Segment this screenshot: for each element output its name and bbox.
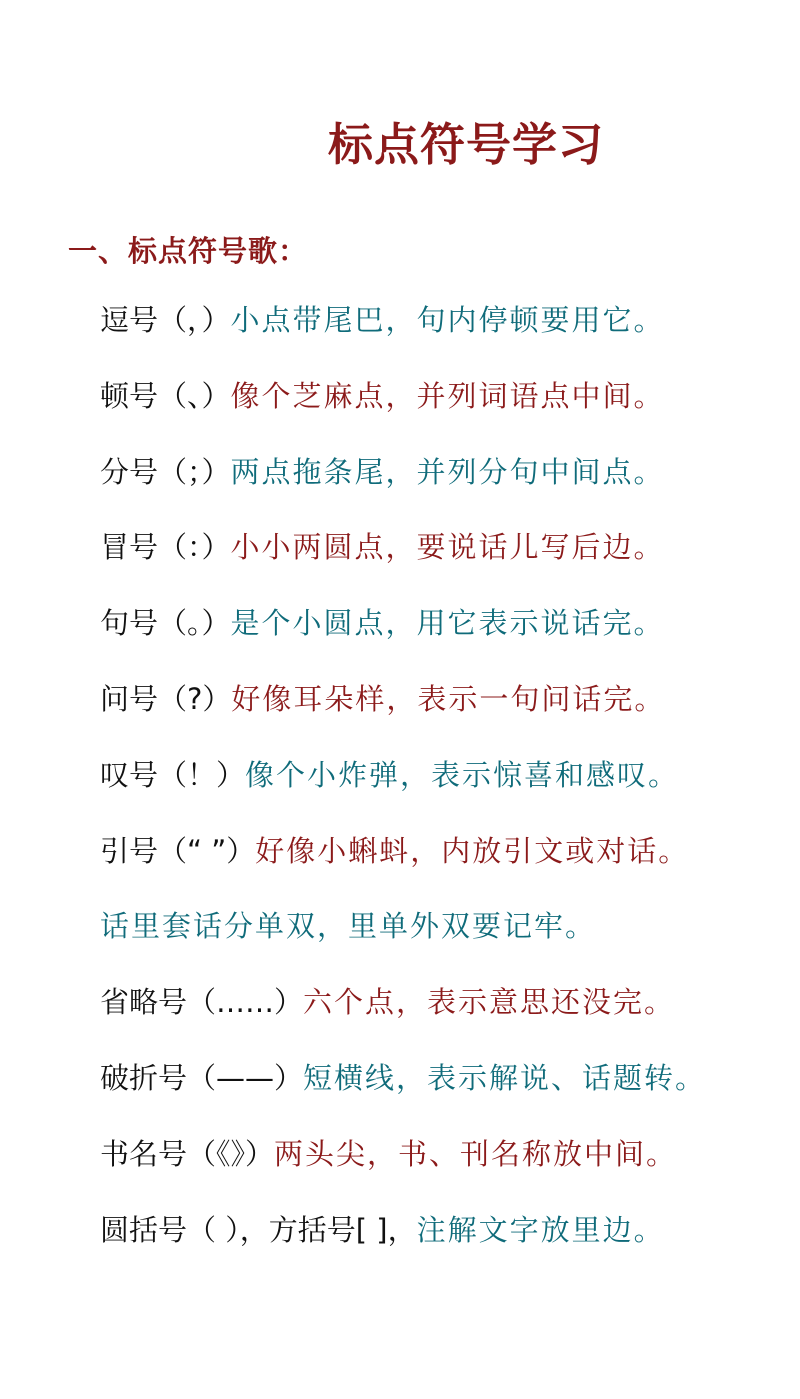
punctuation-symbol: （、） [158, 379, 231, 413]
punctuation-symbol: （。） [158, 606, 231, 640]
punctuation-description: 小点带尾巴，句内停顿要用它。 [230, 303, 665, 337]
punctuation-symbol: （——） [187, 1061, 304, 1095]
punctuation-description: 六个点，表示意思还没完。 [303, 985, 676, 1019]
punctuation-name: 引号 [100, 834, 159, 868]
punctuation-line [100, 455, 665, 490]
punctuation-description: 像个芝麻点，并列词语点中间。 [230, 379, 665, 413]
punctuation-line [100, 834, 689, 869]
punctuation-name: 问号 [100, 682, 159, 716]
punctuation-description: 两头尖，书、刊名称放中间。 [274, 1137, 678, 1171]
section-heading: 一、标点符号歌： [68, 234, 309, 268]
punctuation-symbol: （?） [158, 682, 232, 716]
punctuation-line [100, 985, 675, 1020]
punctuation-name: 分号 [100, 455, 159, 489]
punctuation-description: 注解文字放里边。 [416, 1213, 665, 1247]
punctuation-line [100, 1061, 706, 1096]
punctuation-name: 叹号 [100, 758, 159, 792]
punctuation-description: 短横线，表示解说、话题转。 [303, 1061, 707, 1095]
punctuation-symbol: （……） [187, 985, 304, 1019]
punctuation-description: 小小两圆点，要说话儿写后边。 [230, 530, 665, 564]
punctuation-symbol: （；） [158, 455, 231, 489]
punctuation-name: 顿号 [100, 379, 159, 413]
punctuation-line [100, 303, 665, 338]
punctuation-symbol: （：） [158, 530, 231, 564]
punctuation-line [100, 1213, 665, 1248]
punctuation-line [100, 758, 679, 793]
punctuation-symbol: （！） [158, 758, 246, 792]
punctuation-name: 圆括号（ ），方括号[ ]， [100, 1213, 417, 1247]
punctuation-description: 是个小圆点，用它表示说话完。 [230, 606, 665, 640]
punctuation-description: 好像小蝌蚪，内放引文或对话。 [255, 834, 690, 868]
punctuation-name: 省略号 [100, 985, 188, 1019]
punctuation-line [100, 530, 665, 565]
page-title: 标点符号学习 [328, 118, 605, 171]
punctuation-description: 像个小炸弹，表示惊喜和感叹。 [245, 758, 680, 792]
punctuation-name: 破折号 [100, 1061, 188, 1095]
punctuation-line [100, 379, 665, 414]
punctuation-line [100, 1137, 677, 1172]
punctuation-description: 两点拖条尾，并列分句中间点。 [230, 455, 665, 489]
punctuation-symbol: （，） [158, 303, 231, 337]
punctuation-line [100, 909, 596, 944]
punctuation-symbol: （“ ”） [158, 834, 256, 868]
punctuation-name: 书名号 [100, 1137, 188, 1171]
punctuation-line [100, 682, 665, 717]
punctuation-name: 逗号 [100, 303, 159, 337]
punctuation-description: 话里套话分单双，里单外双要记牢。 [100, 909, 597, 943]
punctuation-symbol: （《》） [187, 1137, 275, 1171]
punctuation-line [100, 606, 665, 641]
punctuation-description: 好像耳朵样，表示一句问话完。 [231, 682, 666, 716]
punctuation-name: 句号 [100, 606, 159, 640]
punctuation-name: 冒号 [100, 530, 159, 564]
